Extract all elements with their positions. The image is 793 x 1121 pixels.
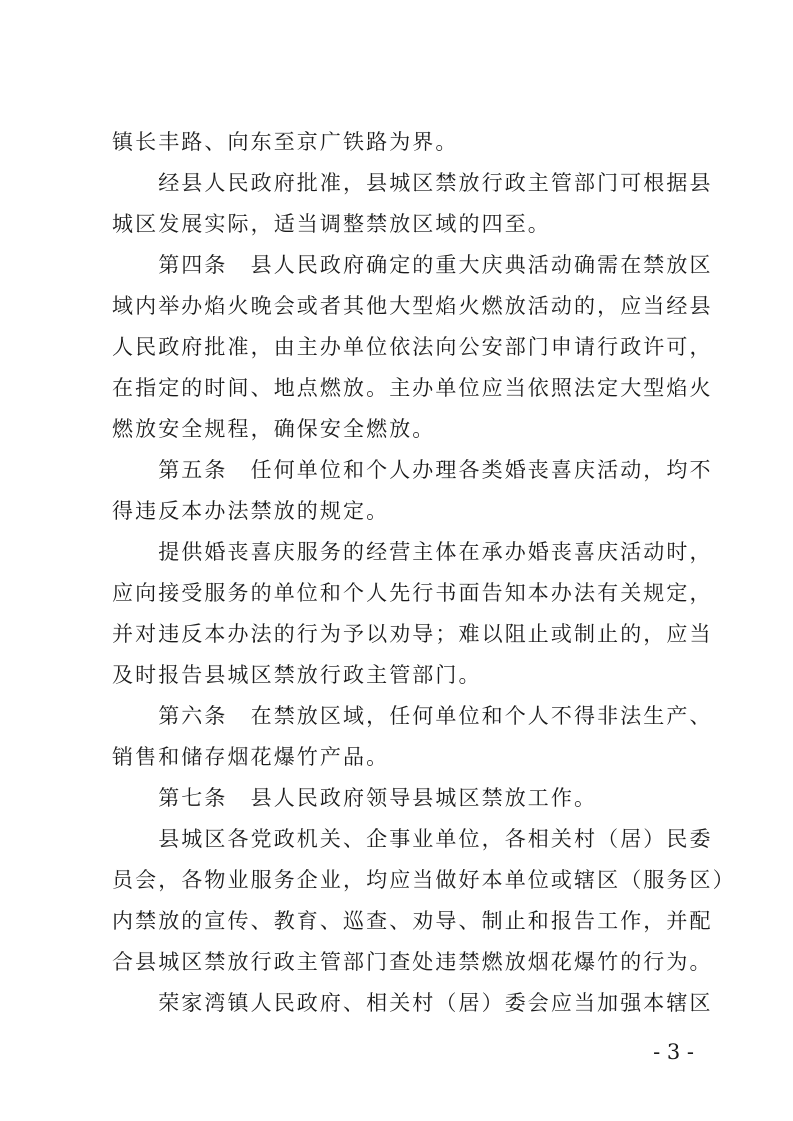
text-line: 镇长丰路、向东至京广铁路为界。 [112, 130, 459, 154]
text-line: 员会，各物业服务企业，均应当做好本单位或辖区（服务区） [112, 868, 736, 892]
text-line: 内禁放的宣传、教育、巡查、劝导、制止和报告工作，并配 [112, 909, 713, 933]
text-line: 提供婚丧喜庆服务的经营主体在承办婚丧喜庆活动时， [112, 540, 713, 564]
text-line: 在指定的时间、地点燃放。主办单位应当依照法定大型焰火 [112, 376, 713, 400]
text-line: 域内举办焰火晚会或者其他大型焰火燃放活动的，应当经县 [112, 294, 713, 318]
text-line: 得违反本办法禁放的规定。 [112, 499, 390, 523]
text-line: 经县人民政府批准，县城区禁放行政主管部门可根据县 [112, 171, 713, 195]
text-line: 燃放安全规程，确保安全燃放。 [112, 417, 436, 441]
text-line: 县城区各党政机关、企事业单位，各相关村（居）民委 [112, 827, 713, 851]
text-line: 合县城区禁放行政主管部门查处违禁燃放烟花爆竹的行为。 [112, 950, 713, 974]
text-line: 及时报告县城区禁放行政主管部门。 [112, 663, 482, 687]
text-line: 应向接受服务的单位和个人先行书面告知本办法有关规定， [112, 581, 713, 605]
text-line: 荣家湾镇人民政府、相关村（居）委会应当加强本辖区 [112, 991, 713, 1015]
page-number: - 3 - [653, 1040, 694, 1064]
text-line: 城区发展实际，适当调整禁放区域的四至。 [112, 212, 551, 236]
text-line: 第四条 县人民政府确定的重大庆典活动确需在禁放区 [112, 253, 713, 277]
text-line: 第六条 在禁放区域，任何单位和个人不得非法生产、 [112, 704, 713, 728]
text-line: 销售和储存烟花爆竹产品。 [112, 745, 390, 769]
text-line: 并对违反本办法的行为予以劝导；难以阻止或制止的，应当 [112, 622, 713, 646]
text-line: 第七条 县人民政府领导县城区禁放工作。 [112, 786, 598, 810]
text-line: 人民政府批准，由主办单位依法向公安部门申请行政许可， [112, 335, 713, 359]
text-line: 第五条 任何单位和个人办理各类婚丧喜庆活动，均不 [112, 458, 713, 482]
